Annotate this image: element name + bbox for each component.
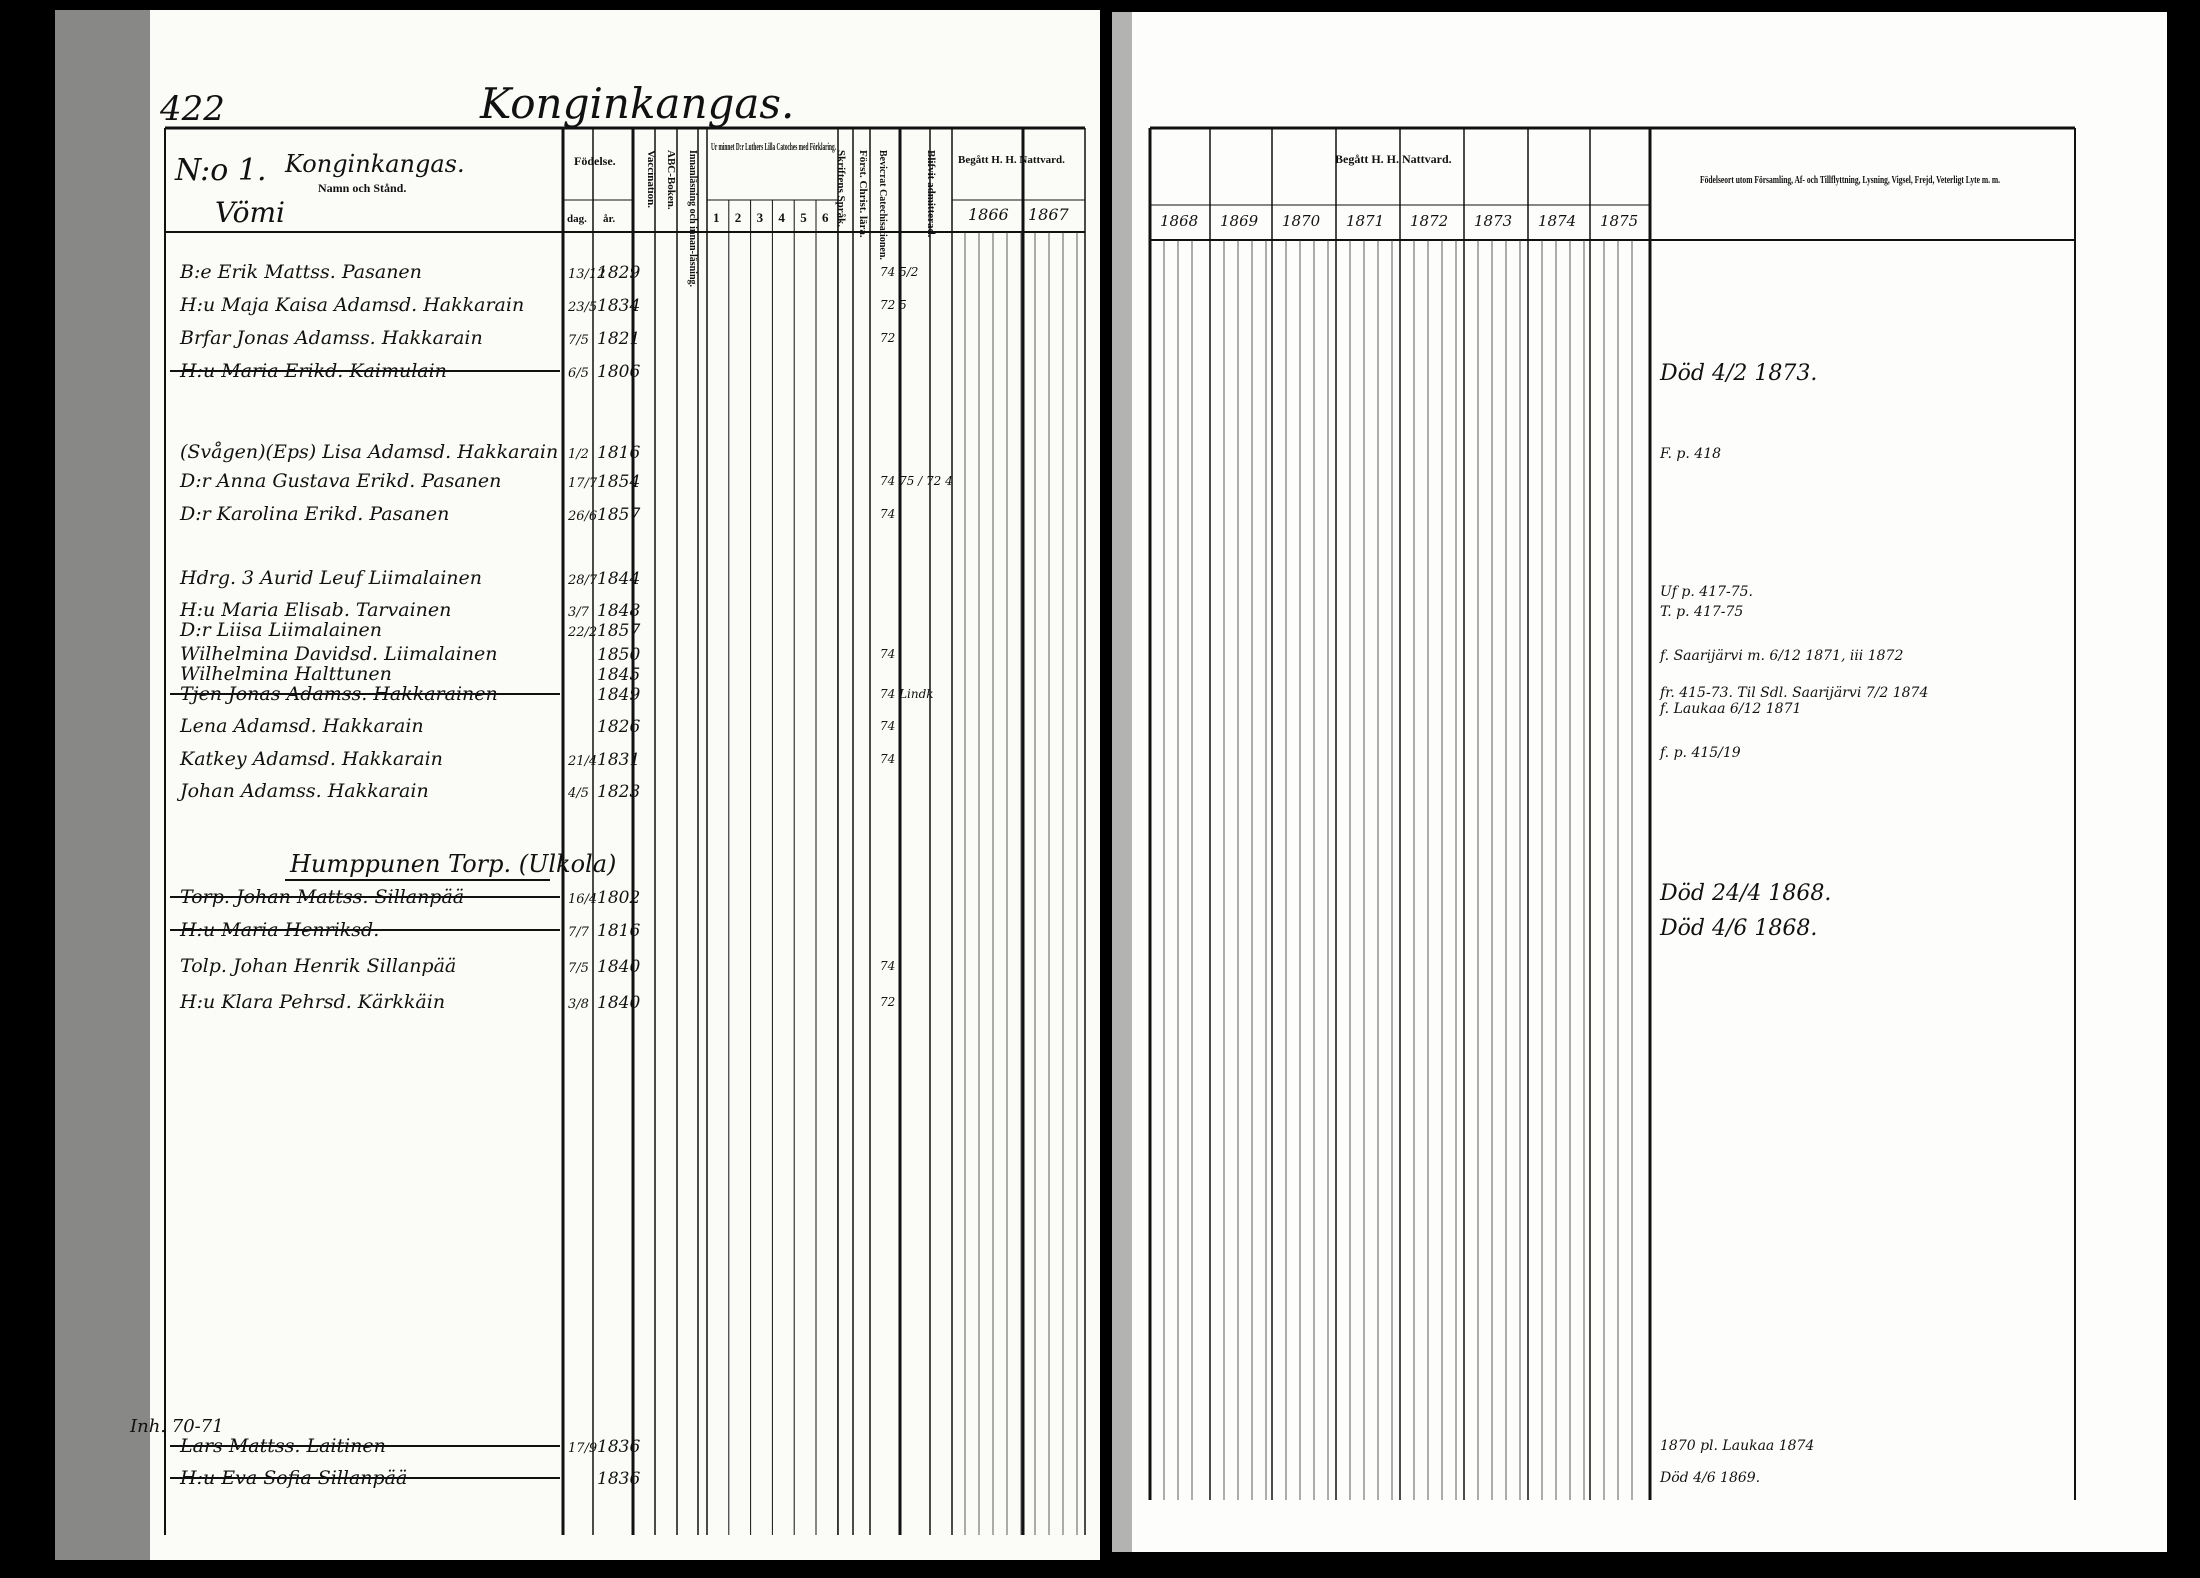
bottom-note: Inh. 70-71: [130, 1416, 224, 1437]
entry-day: 17/7: [568, 476, 598, 491]
entry-year: 1836: [597, 1469, 641, 1489]
remark: Död 4/6 1869.: [1660, 1470, 1761, 1486]
entry-year: 1821: [597, 329, 641, 349]
entry-year: 1850: [597, 645, 641, 665]
entry-year: 1849: [597, 685, 641, 705]
entry-day: 7/5: [568, 961, 589, 976]
entry-catechism: 74: [880, 719, 896, 733]
remark: Död 4/2 1873.: [1660, 361, 1818, 386]
page-number: 422: [160, 89, 225, 129]
entry-year: 1816: [597, 921, 641, 941]
column-dag: dag.: [567, 213, 587, 225]
entry-catechism: 72: [880, 995, 896, 1009]
entry-catechism: 74: [880, 959, 896, 973]
entry-day: 23/5: [568, 300, 598, 315]
year-1875: 1875: [1600, 212, 1639, 230]
entry-name: D:r Anna Gustava Erikd. Pasanen: [180, 470, 502, 492]
entry-year: 1834: [597, 296, 641, 316]
entry-year: 1844: [597, 569, 641, 589]
entry-name: B:e Erik Mattss. Pasanen: [180, 261, 422, 283]
household-farm: Vömi: [215, 196, 286, 229]
entry-year: 1845: [597, 665, 641, 685]
entry-day: 4/5: [568, 786, 589, 801]
column-admitt: Blifvit admitterad.: [925, 150, 937, 238]
luther-col-3: 3: [756, 210, 764, 225]
entry-name: H:u Maria Henriksd.: [180, 919, 380, 941]
column-skriftens: Skriftens Språk.: [835, 150, 847, 228]
remark: F. p. 418: [1660, 446, 1722, 462]
year-1870: 1870: [1282, 212, 1321, 230]
entry-catechism: 74 75 / 72 4: [880, 474, 953, 488]
entry-name: Johan Adamss. Hakkarain: [180, 780, 429, 802]
entry-year: 1823: [597, 782, 641, 802]
column-nattvard-left: Begått H. H. Nattvard.: [958, 154, 1065, 166]
entry-name: D:r Liisa Liimalainen: [180, 619, 382, 641]
entry-name: H:u Maja Kaisa Adamsd. Hakkarain: [180, 294, 525, 316]
entry-year: 1840: [597, 993, 641, 1013]
remark: fr. 415-73. Til Sdl. Saarijärvi 7/2 1874: [1660, 685, 1929, 701]
year-1867: 1867: [1028, 205, 1069, 224]
remarks-header: Födelseort utom Församling, Af- och Tillflyttning, Lysning, Vigsel, Frejd, Veterligt Lyte m. m.: [1700, 174, 2001, 186]
column-innan: Innanläsning och innan-läsning.: [687, 150, 698, 288]
remark: Död 24/4 1868.: [1660, 881, 1832, 906]
entry-name: Wilhelmina Halttunen: [180, 663, 392, 685]
entry-name: Lena Adamsd. Hakkarain: [180, 715, 424, 737]
entry-day: 28/7: [568, 573, 598, 588]
luther-col-2: 2: [734, 210, 742, 225]
entry-name: Wilhelmina Davidsd. Liimalainen: [180, 643, 498, 665]
entry-year: 1857: [597, 505, 641, 525]
entry-day: 26/6: [568, 509, 598, 524]
entry-catechism: 74: [880, 752, 896, 766]
entry-catechism: 74 5/2: [880, 265, 919, 279]
entry-name: Lars Mattss. Laitinen: [180, 1435, 386, 1457]
entry-year: 1829: [597, 263, 641, 283]
luther-col-6: 6: [822, 210, 829, 225]
entry-day: 13/12: [568, 267, 606, 282]
column-nattvard-right: Begått H. H. Nattvard.: [1335, 152, 1452, 166]
entry-year: 1848: [597, 601, 641, 621]
column-namn: Namn och Stånd.: [318, 181, 407, 195]
year-1872: 1872: [1410, 212, 1449, 230]
entry-year: 1826: [597, 717, 641, 737]
remark: f. Saarijärvi m. 6/12 1871, iii 1872: [1660, 648, 1904, 664]
year-1866: 1866: [968, 205, 1009, 224]
entry-name: Hdrg. 3 Aurid Leuf Liimalainen: [180, 567, 482, 589]
year-1874: 1874: [1538, 212, 1577, 230]
entry-year: 1806: [597, 362, 641, 382]
left-page-binding-shadow: [55, 10, 150, 1560]
column-vacc: Vaccination.: [645, 150, 657, 208]
entry-day: 16/4: [568, 892, 598, 907]
column-luther: Ur minnet D:r Luthers Lilla Catoches med Förklaring.: [711, 142, 837, 153]
entry-year: 1802: [597, 888, 641, 908]
household-label: N:o 1.: [175, 153, 267, 188]
entry-day: 7/5: [568, 333, 589, 348]
entry-year: 1836: [597, 1437, 641, 1457]
year-1873: 1873: [1474, 212, 1513, 230]
entry-name: H:u Maria Erikd. Kaimulain: [180, 360, 447, 382]
entry-name: D:r Karolina Erikd. Pasanen: [180, 503, 450, 525]
entry-day: 22/2: [568, 625, 598, 640]
entry-year: 1840: [597, 957, 641, 977]
column-ar: år.: [603, 213, 616, 225]
year-1868: 1868: [1160, 212, 1199, 230]
remark: Uf p. 417-75.: [1660, 584, 1754, 600]
luther-col-1: 1: [713, 210, 720, 225]
entry-day: 3/7: [568, 605, 589, 620]
remark: f. Laukaa 6/12 1871: [1660, 701, 1802, 717]
entry-catechism: 72: [880, 331, 896, 345]
entry-name: Tolp. Johan Henrik Sillanpää: [180, 955, 457, 977]
column-forst: Först. Christ. lära.: [857, 150, 869, 238]
remark: Död 4/6 1868.: [1660, 916, 1818, 941]
entry-catechism: 74 Lindk: [880, 687, 934, 701]
column-abc: ABC-Boken.: [665, 150, 677, 210]
column-fodelse: Födelse.: [574, 154, 616, 168]
entry-year: 1831: [597, 750, 641, 770]
entry-catechism: 74: [880, 647, 896, 661]
luther-col-5: 5: [800, 210, 807, 225]
entry-year: 1816: [597, 443, 641, 463]
entry-name: Torp. Johan Mattss. Sillanpää: [180, 886, 465, 908]
column-catech: Beviстat Catechisationen.: [877, 150, 888, 260]
entry-day: 17/9: [568, 1441, 598, 1456]
remark: T. p. 417-75: [1660, 604, 1744, 620]
entry-name: Tjen Jonas Adamss. Hakkarainen: [180, 683, 498, 705]
right-page-binding-shadow: [1112, 12, 1132, 1552]
household-village: Konginkangas.: [285, 150, 465, 178]
remark: 1870 pl. Laukaa 1874: [1660, 1438, 1815, 1454]
remark: f. p. 415/19: [1660, 745, 1741, 761]
village-title: Konginkangas.: [480, 79, 795, 128]
entry-name: H:u Eva Sofia Sillanpää: [180, 1467, 408, 1489]
entry-name: H:u Klara Pehrsd. Kärkkäin: [180, 991, 446, 1013]
entry-name: (Svågen)(Eps) Lisa Adamsd. Hakkarain: [180, 441, 559, 463]
entry-catechism: 72 5: [880, 298, 907, 312]
entry-name: Brfar Jonas Adamss. Hakkarain: [180, 327, 483, 349]
entry-day: 21/4: [568, 754, 598, 769]
luther-col-4: 4: [778, 210, 785, 225]
entry-year: 1854: [597, 472, 641, 492]
entry-day: 1/2: [568, 447, 589, 462]
entry-name: Katkey Adamsd. Hakkarain: [180, 748, 443, 770]
entry-day: 3/8: [568, 997, 589, 1012]
year-1871: 1871: [1346, 212, 1385, 230]
entry-day: 7/7: [568, 925, 589, 940]
year-1869: 1869: [1220, 212, 1259, 230]
entry-year: 1857: [597, 621, 641, 641]
entry-name: H:u Maria Elisab. Tarvainen: [180, 599, 452, 621]
entry-day: 6/5: [568, 366, 589, 381]
section-humppunen: Humppunen Torp. (Ulkola): [290, 850, 617, 878]
entry-catechism: 74: [880, 507, 896, 521]
right-page: [1112, 12, 2167, 1552]
